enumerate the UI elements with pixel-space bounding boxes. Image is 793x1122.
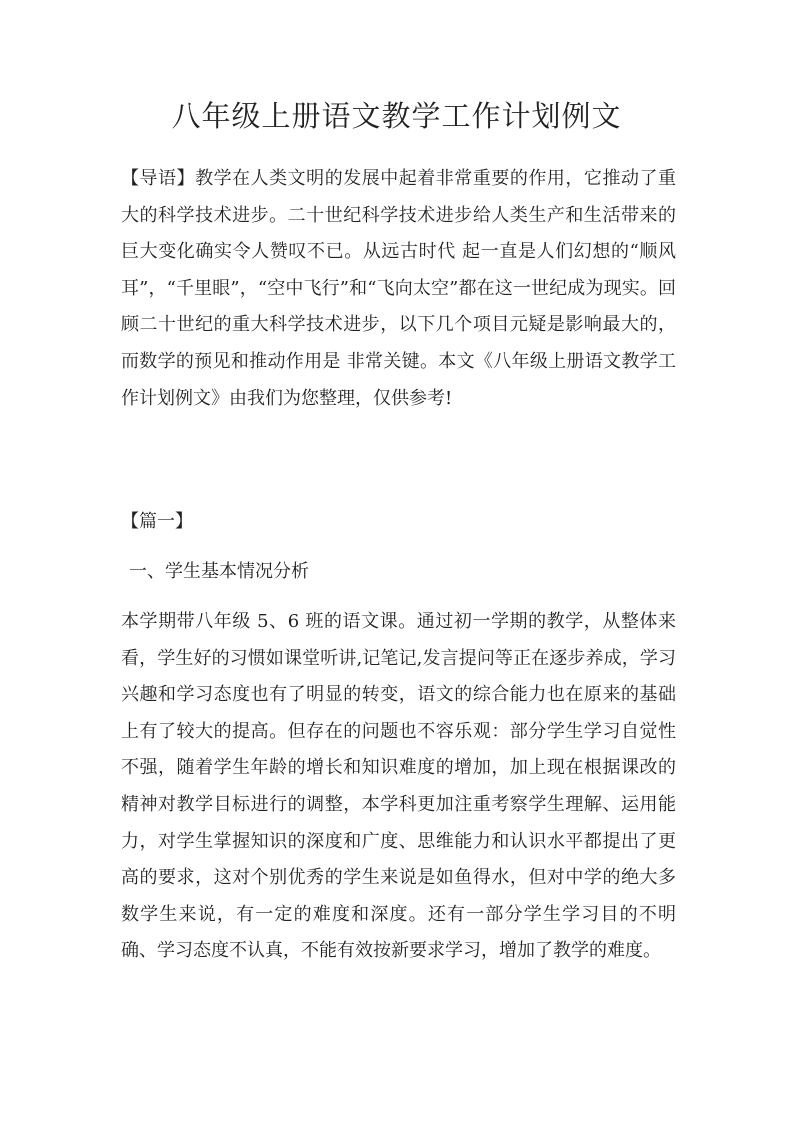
body-paragraph: 本学期带八年级 5、6 班的语文课。通过初一学期的教学，从整体来看，学生好的习惯如课堂听讲,记笔记,发言提问等正在逐步养成，学习兴趣和学习态度也有了明显的转变，语文的综合能力也在原来的基础上有了较大的提高。但存在的问题也不容乐观：部分学生学习自觉性不强，随着学生年龄的增长和知识难度的增加，加上现在根据课改的精神对教学目标进行的调整，本学科更加注重考察学生理解、运用能力，对学生掌握知识的深度和广度、思维能力和认识水平都提出了更高的要求，这对个别优秀的学生来说是如鱼得水，但对中学的绝大多数学生来说，有一定的难度和深度。还有一部分学生学习目的不明确、学习态度不认真，不能有效按新要求学习，增加了教学的难度。: [121, 611, 676, 962]
section-heading: 一、学生基本情况分析: [129, 561, 309, 582]
page-title: 八年级上册语文教学工作计划例文: [171, 99, 622, 133]
intro-paragraph: 【导语】教学在人类文明的发展中起着非常重要的作用，它推动了重大的科学技术进步。二十世纪科学技术进步给人类生产和生活带来的巨大变化确实令人赞叹不已。从远古时代 起一直是人们幻想的“顺风耳”，“千里眼”，“空中飞行”和“飞向太空”都在这一世纪成为现实。回 顾二十世纪的重大科学技术进步，以下几个项目元疑是影响最大的，而数学的预见和推动作用是 非常关键。本文《八年级上册语文教学工作计划例文》由我们为您整理，仅供参考!: [121, 168, 676, 409]
section-label: 【篇一】: [121, 511, 193, 532]
